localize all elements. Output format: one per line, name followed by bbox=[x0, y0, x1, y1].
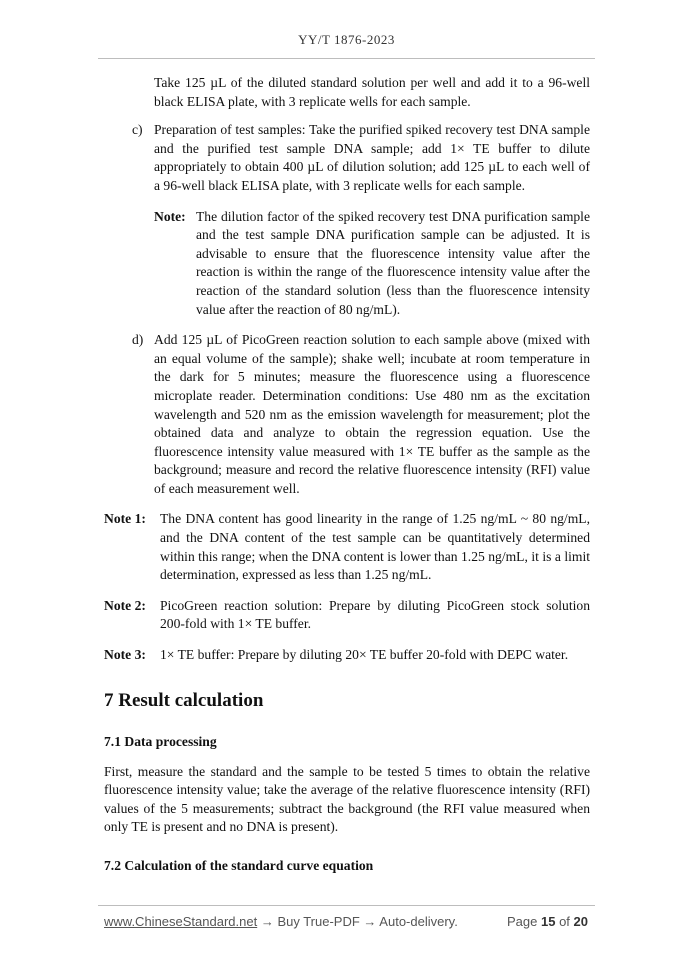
list-item-c bbox=[104, 121, 590, 195]
note-label: Note 2: bbox=[104, 597, 146, 613]
note-1 bbox=[104, 510, 590, 584]
data-processing-paragraph: First, measure the standard and the sample to be tested 5 times to obtain the relative fluorescence intensity value; take the average of the relative fluorescence intensity (RFI) values of the 5 measurements; subtract the background (the RFI value measured when only TE is present and no DNA is present). bbox=[104, 763, 590, 835]
note-label: Note 3: bbox=[104, 647, 146, 663]
list-label: c) bbox=[132, 122, 143, 138]
list-text: Add 125 µL of PicoGreen reaction solution to each sample above (mixed with an equal volume of the sample); shake well; incubate at room temperature in the dark for 5 minutes; measure the fluorescence using a fluorescence microplate reader. Determination conditions: Use 480 nm as the excitation wavelength and 520 nm as the emission wavelength for measurement; plot the obtained data and analyze to obtain the regression equation. Use the fluorescence intensity value measured with 1× TE buffer as the sample as the background; measure and record the relative fluorescence intensity (RFI) value of each measurement well. bbox=[154, 332, 590, 496]
intro-paragraph: Take 125 µL of the diluted standard solution per well and add it to a 96-well black ELISA plate, with 3 replicate wells for each sample. bbox=[154, 75, 590, 109]
page-footer bbox=[104, 914, 588, 932]
note-label: Note 1: bbox=[104, 511, 146, 527]
list-text: Preparation of test samples: Take the purified spiked recovery test DNA sample and the purified test sample DNA sample; add 1× TE buffer to dilute appropriately to obtain 400 µL of dilution solution; add 125 µL to each well of a 96-well black ELISA plate, with 3 replicate wells for each sample. bbox=[154, 122, 590, 193]
site-link[interactable]: www.ChineseStandard.net bbox=[104, 914, 258, 929]
page-number bbox=[507, 914, 588, 929]
note-3 bbox=[104, 646, 590, 665]
note-text: The DNA content has good linearity in the range of 1.25 ng/mL ~ 80 ng/mL, and the DNA content of the test sample can be quantitatively determined within this range; when the DNA content is lower than 1.25 ng/mL, it is a limit determination, expressed as less than 1.25 ng/mL. bbox=[160, 511, 590, 583]
list-label: d) bbox=[132, 332, 144, 348]
standard-code: YY/T 1876-2023 bbox=[298, 32, 395, 47]
note-2 bbox=[104, 597, 590, 634]
note-text: 1× TE buffer: Prepare by diluting 20× TE buffer 20-fold with DEPC water. bbox=[160, 647, 569, 663]
subsection-heading: 7.2 Calculation of the standard curve equation bbox=[104, 858, 374, 873]
list-item-d bbox=[104, 331, 590, 498]
item-note bbox=[154, 208, 590, 320]
page-word: Page bbox=[506, 914, 538, 929]
page-header bbox=[0, 32, 693, 48]
page-total: 20 bbox=[573, 914, 588, 929]
subsection-heading: 7.1 Data processing bbox=[104, 733, 217, 749]
footer-divider bbox=[98, 905, 595, 906]
promo-text: → Buy True-PDF → Auto-delivery. bbox=[260, 914, 458, 929]
page-content bbox=[104, 74, 590, 875]
note-text: PicoGreen reaction solution: Prepare by diluting PicoGreen stock solution 200-fold with 1× TE buffer. bbox=[160, 597, 590, 632]
note-label: Note: bbox=[154, 208, 186, 224]
note-text: The dilution factor of the spiked recovery test DNA purification sample and the test sample DNA purification sample can be adjusted. It is advisable to ensure that the fluorescence intensity value after the reaction is within the range of the fluorescence intensity value after the reaction of the standard solution (less than the fluorescence intensity value after the reaction of 80 ng/mL). bbox=[196, 208, 590, 317]
section-heading: 7 Result calculation bbox=[104, 689, 264, 711]
header-divider bbox=[98, 58, 595, 59]
page-of: of bbox=[559, 914, 570, 929]
footer-promo bbox=[104, 914, 458, 929]
page-current: 15 bbox=[540, 914, 556, 929]
